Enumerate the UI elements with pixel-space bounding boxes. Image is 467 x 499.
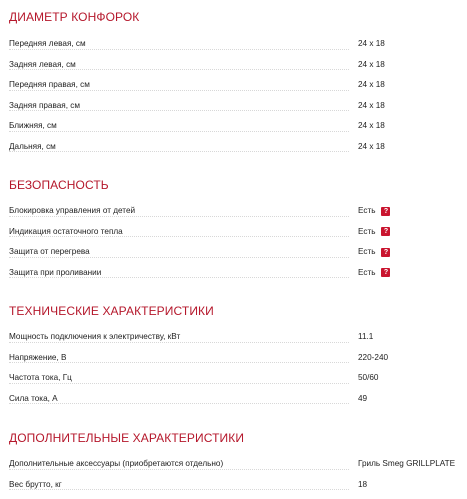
spec-list-additional	[9, 454, 467, 495]
help-icon[interactable]: ?	[381, 207, 390, 216]
spec-value-text: Гриль Smeg GRILLPLATE	[358, 459, 456, 468]
spec-value-text: 24 x 18	[358, 141, 385, 151]
spec-label: Блокировка управления от детей	[9, 206, 136, 215]
help-icon[interactable]: ?	[381, 248, 390, 257]
spec-value	[358, 263, 390, 284]
spec-value-text: 50/60	[358, 373, 379, 382]
spec-row	[9, 55, 459, 76]
spec-value-text: Есть	[358, 247, 376, 256]
spec-row	[9, 368, 459, 389]
spec-value	[358, 75, 385, 96]
spec-row	[9, 348, 459, 369]
spec-value	[358, 34, 385, 55]
spec-value	[358, 137, 385, 158]
spec-row	[9, 475, 467, 496]
spec-value-text: 24 x 18	[358, 100, 385, 110]
spec-label: Дополнительные аксессуары (приобретаются отдельно)	[9, 459, 224, 468]
spec-value	[358, 348, 388, 369]
spec-label: Частота тока, Гц	[9, 373, 72, 382]
spec-value	[358, 242, 390, 263]
spec-row	[9, 34, 459, 55]
section-title-burner-diameter: ДИАМЕТР КОНФОРОК	[9, 10, 140, 24]
spec-label: Защита от перегрева	[9, 247, 90, 256]
spec-row	[9, 263, 459, 284]
section-title-additional: ДОПОЛНИТЕЛЬНЫЕ ХАРАКТЕРИСТИКИ	[9, 431, 245, 445]
spec-label: Ближняя, см	[9, 121, 57, 130]
spec-row	[9, 116, 459, 137]
spec-value	[358, 116, 385, 137]
row-divider	[9, 151, 349, 152]
spec-row	[9, 454, 467, 475]
spec-label: Дальняя, см	[9, 141, 56, 151]
spec-label: Индикация остаточного тепла	[9, 226, 123, 236]
spec-row	[9, 137, 459, 158]
spec-value-text: 11.1	[358, 332, 374, 341]
spec-list-burner-diameter	[9, 34, 459, 157]
spec-label: Сила тока, А	[9, 393, 58, 403]
spec-label: Защита при проливании	[9, 267, 102, 277]
spec-row	[9, 201, 459, 222]
spec-value	[358, 389, 367, 410]
spec-value	[358, 475, 367, 496]
spec-label: Напряжение, В	[9, 352, 67, 362]
row-divider	[9, 131, 349, 132]
spec-value	[358, 327, 373, 348]
spec-value-text: 18	[358, 479, 368, 489]
spec-label: Передняя левая, см	[9, 39, 86, 48]
spec-value-text: 24 x 18	[358, 80, 385, 89]
section-title-technical: ТЕХНИЧЕСКИЕ ХАРАКТЕРИСТИКИ	[9, 304, 214, 318]
spec-row	[9, 222, 459, 243]
spec-label: Передняя правая, см	[9, 80, 90, 89]
spec-value-text: 24 x 18	[358, 121, 385, 130]
row-divider	[9, 403, 349, 404]
spec-label: Мощность подключения к электричеству, кВт	[9, 332, 181, 341]
spec-value-text: 220-240	[358, 352, 389, 362]
section-title-safety: БЕЗОПАСНОСТЬ	[9, 178, 109, 192]
spec-row	[9, 327, 459, 348]
spec-value-text: Есть	[358, 226, 376, 236]
spec-value-text: 24 x 18	[358, 59, 385, 69]
spec-row	[9, 389, 459, 410]
spec-value	[358, 222, 390, 243]
help-icon[interactable]: ?	[381, 227, 390, 236]
spec-list-safety	[9, 201, 459, 283]
spec-label: Задняя левая, см	[9, 59, 76, 69]
spec-value	[358, 201, 390, 222]
spec-value-text: 24 x 18	[358, 39, 385, 48]
spec-list-technical	[9, 327, 459, 409]
spec-row	[9, 75, 459, 96]
spec-row	[9, 242, 459, 263]
spec-value	[358, 96, 385, 117]
spec-value	[358, 454, 455, 475]
spec-row	[9, 96, 459, 117]
spec-value-text: Есть	[358, 206, 376, 215]
spec-label: Задняя правая, см	[9, 100, 80, 110]
spec-value	[358, 368, 379, 389]
spec-value	[358, 55, 385, 76]
spec-label: Вес брутто, кг	[9, 479, 62, 489]
spec-value-text: 49	[358, 393, 368, 403]
help-icon[interactable]: ?	[381, 268, 390, 277]
spec-value-text: Есть	[358, 267, 376, 277]
